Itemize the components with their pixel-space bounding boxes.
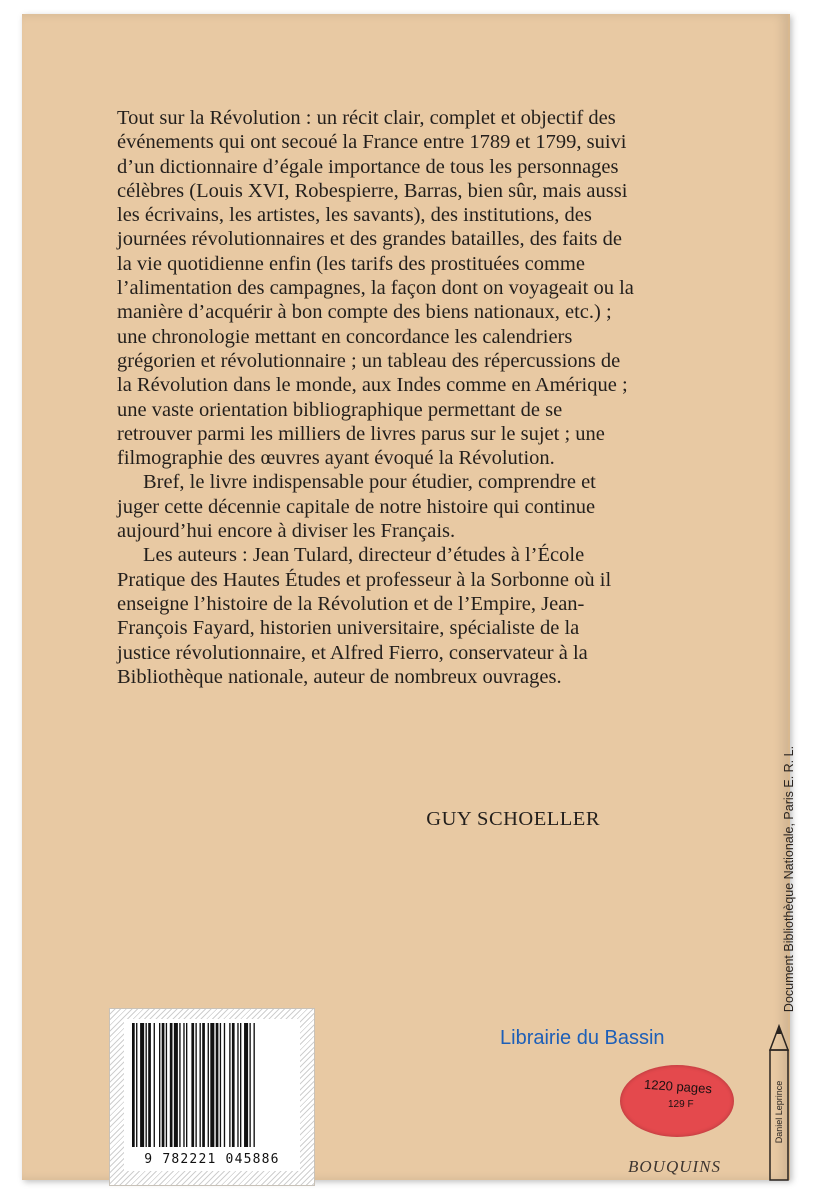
book-back-cover — [22, 14, 796, 1180]
price: 129 F — [668, 1099, 694, 1110]
photo-credit — [774, 734, 804, 1024]
barcode-digits: 9 782221 045886 — [144, 1152, 280, 1167]
blurb-text — [117, 106, 637, 689]
barcode-bars-icon — [132, 1023, 292, 1151]
blurb-paragraph-1: Tout sur la Révolution : un récit clair, complet et objectif des événements qui ont secoué la France entre 1789 et 1799, suivi d’un dictionnaire d’égale importance de tous les personnages célèbres (Louis XVI, Robespierre, Barras, bien sûr, mais aussi les écrivains, les artistes, les savants), des institutions, des journées révolutionnaires et des grandes batailles, des faits de la vie quotidienne enfin (les tarifs des prostituées comme l’alimentation des campagnes, la façon dont on voyageait ou la manière d’acquérir à bon compte des biens nationaux, etc.) ; une chronologie mettant en concordance les calendriers grégorien et révolutionnaire ; un tableau des répercussions de la Révolution dans le monde, aux Indes comme en Amérique ; une vaste orientation bibliographique permettant de se retrouver parmi les milliers de livres parus sur le sujet ; une filmographie des œuvres ayant évoqué la Révolution. — [117, 107, 634, 470]
blurb-paragraph-3: Les auteurs : Jean Tulard, directeur d’études à l’École Pratique des Hautes Études et professeur à la Sorbonne où il enseigne l’histoire de la Révolution et de l’Empire, Jean-François Fayard, historien universitaire, spécialiste de la justice révolutionnaire, et Alfred Fierro, conservateur à la Bibliothèque nationale, auteur de nombreux ouvrages. — [117, 544, 612, 688]
page-count: 1220 pages — [643, 1076, 713, 1097]
price-sticker — [620, 1065, 734, 1137]
collection-brand: BOUQUINS — [628, 1157, 721, 1176]
barcode-panel — [109, 1008, 315, 1186]
designer-name: Daniel Leprince — [774, 1080, 784, 1144]
barcode — [124, 1019, 300, 1171]
seller-label: Librairie du Bassin — [500, 1027, 665, 1049]
publisher-name: GUY SCHOELLER — [426, 808, 600, 830]
designer-logo — [766, 1024, 792, 1186]
photo-credit-text: Document Bibliothèque Nationale, Paris E. R. L. — [782, 745, 796, 1013]
blurb-paragraph-2: Bref, le livre indispensable pour étudier, comprendre et juger cette décennie capitale de notre histoire qui continue aujourd’hui encore à diviser les Français. — [117, 471, 596, 543]
